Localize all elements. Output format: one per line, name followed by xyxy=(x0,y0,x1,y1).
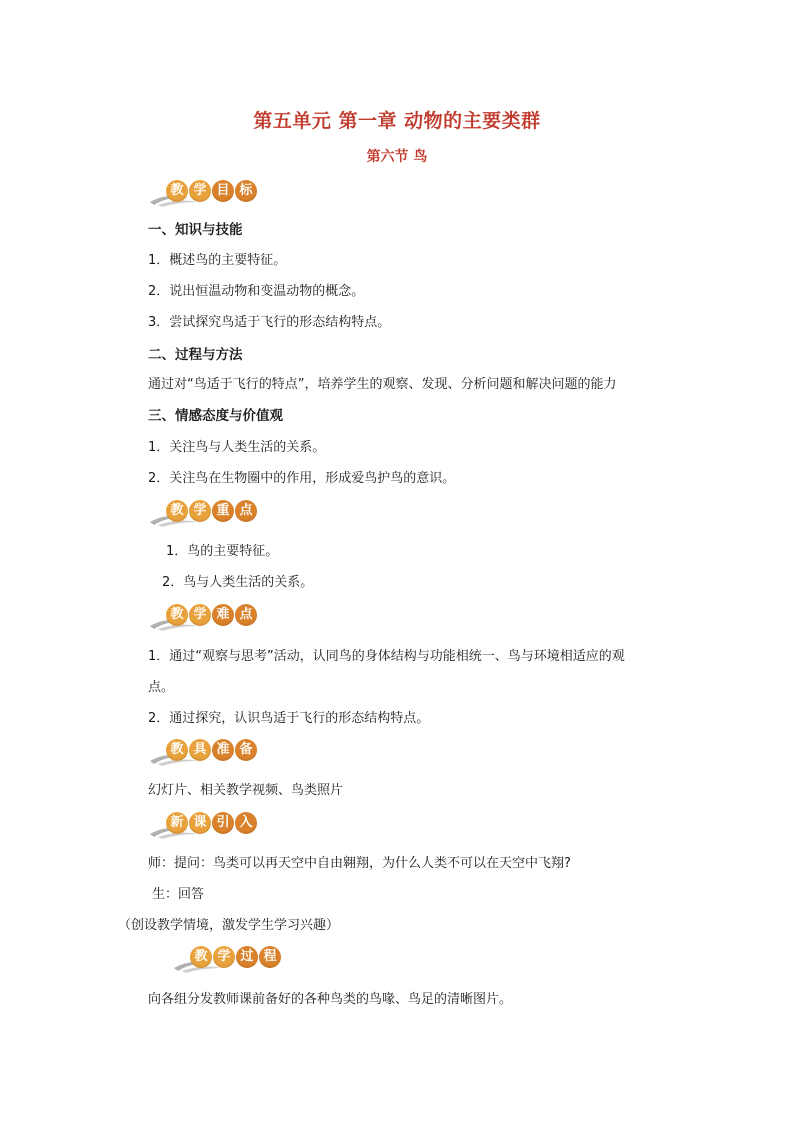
badge-lesson-intro xyxy=(148,810,278,840)
badge-char: 备 xyxy=(235,739,257,761)
badge-teaching-objectives xyxy=(148,178,278,208)
badge-char: 教 xyxy=(190,946,212,968)
badge-char: 学 xyxy=(189,180,211,202)
heading-attitude-values: 三、情感态度与价值观 xyxy=(148,408,283,424)
badge-teaching-process xyxy=(172,944,302,974)
badge-char: 教 xyxy=(166,180,188,202)
materials-text: 幻灯片、相关教学视频、鸟类照片 xyxy=(148,783,344,798)
difficulty-item: 1．通过“观察与思考”活动，认同鸟的身体结构与功能相统一、鸟与环境相适应的观 xyxy=(148,649,625,664)
teaching-note: （创设教学情境，激发学生学习兴趣） xyxy=(118,918,340,933)
badge-difficulties xyxy=(148,602,278,632)
difficulty-item: 2．通过探究，认识鸟适于飞行的形态结构特点。 xyxy=(148,711,430,726)
badge-char: 入 xyxy=(235,812,257,834)
badge-char: 引 xyxy=(212,812,234,834)
badge-char: 程 xyxy=(259,946,281,968)
badge-char: 学 xyxy=(213,946,235,968)
badge-char: 教 xyxy=(166,500,188,522)
badge-char: 准 xyxy=(212,739,234,761)
badge-char: 重 xyxy=(212,500,234,522)
objective-item: 2．关注鸟在生物圈中的作用，形成爱鸟护鸟的意识。 xyxy=(148,471,456,486)
key-point-item: 1．鸟的主要特征。 xyxy=(166,544,279,559)
badge-char: 教 xyxy=(166,604,188,626)
badge-key-points xyxy=(148,498,278,528)
objective-item: 1．概述鸟的主要特征。 xyxy=(148,253,287,268)
difficulty-item-continuation: 点。 xyxy=(148,680,175,695)
objective-item: 3．尝试探究鸟适于飞行的形态结构特点。 xyxy=(148,315,391,330)
badge-char: 目 xyxy=(212,180,234,202)
objective-item: 2．说出恒温动物和变温动物的概念。 xyxy=(148,284,365,299)
badge-char: 点 xyxy=(235,604,257,626)
badge-char: 教 xyxy=(166,739,188,761)
heading-knowledge-skills: 一、知识与技能 xyxy=(148,222,243,238)
badge-char: 难 xyxy=(212,604,234,626)
badge-char: 具 xyxy=(189,739,211,761)
badge-char: 点 xyxy=(235,500,257,522)
badge-char: 学 xyxy=(189,604,211,626)
badge-char: 过 xyxy=(236,946,258,968)
badge-char: 标 xyxy=(235,180,257,202)
key-point-item: 2．鸟与人类生活的关系。 xyxy=(162,575,314,590)
heading-process-methods: 二、过程与方法 xyxy=(148,347,243,363)
badge-char: 课 xyxy=(189,812,211,834)
process-text: 向各组分发教师课前备好的各种鸟类的鸟喙、鸟足的清晰图片。 xyxy=(148,992,513,1007)
student-answer: 生：回答 xyxy=(152,887,205,902)
teacher-question: 师：提问：鸟类可以再天空中自由翱翔，为什么人类不可以在天空中飞翔? xyxy=(148,856,571,871)
objective-item: 1．关注鸟与人类生活的关系。 xyxy=(148,440,326,455)
objective-item: 通过对“鸟适于飞行的特点”，培养学生的观察、发现、分析问题和解决问题的能力 xyxy=(148,377,617,392)
badge-char: 新 xyxy=(166,812,188,834)
badge-char: 学 xyxy=(189,500,211,522)
document-title: 第五单元 第一章 动物的主要类群 xyxy=(253,110,541,132)
badge-materials xyxy=(148,737,278,767)
section-subtitle: 第六节 鸟 xyxy=(366,149,428,165)
